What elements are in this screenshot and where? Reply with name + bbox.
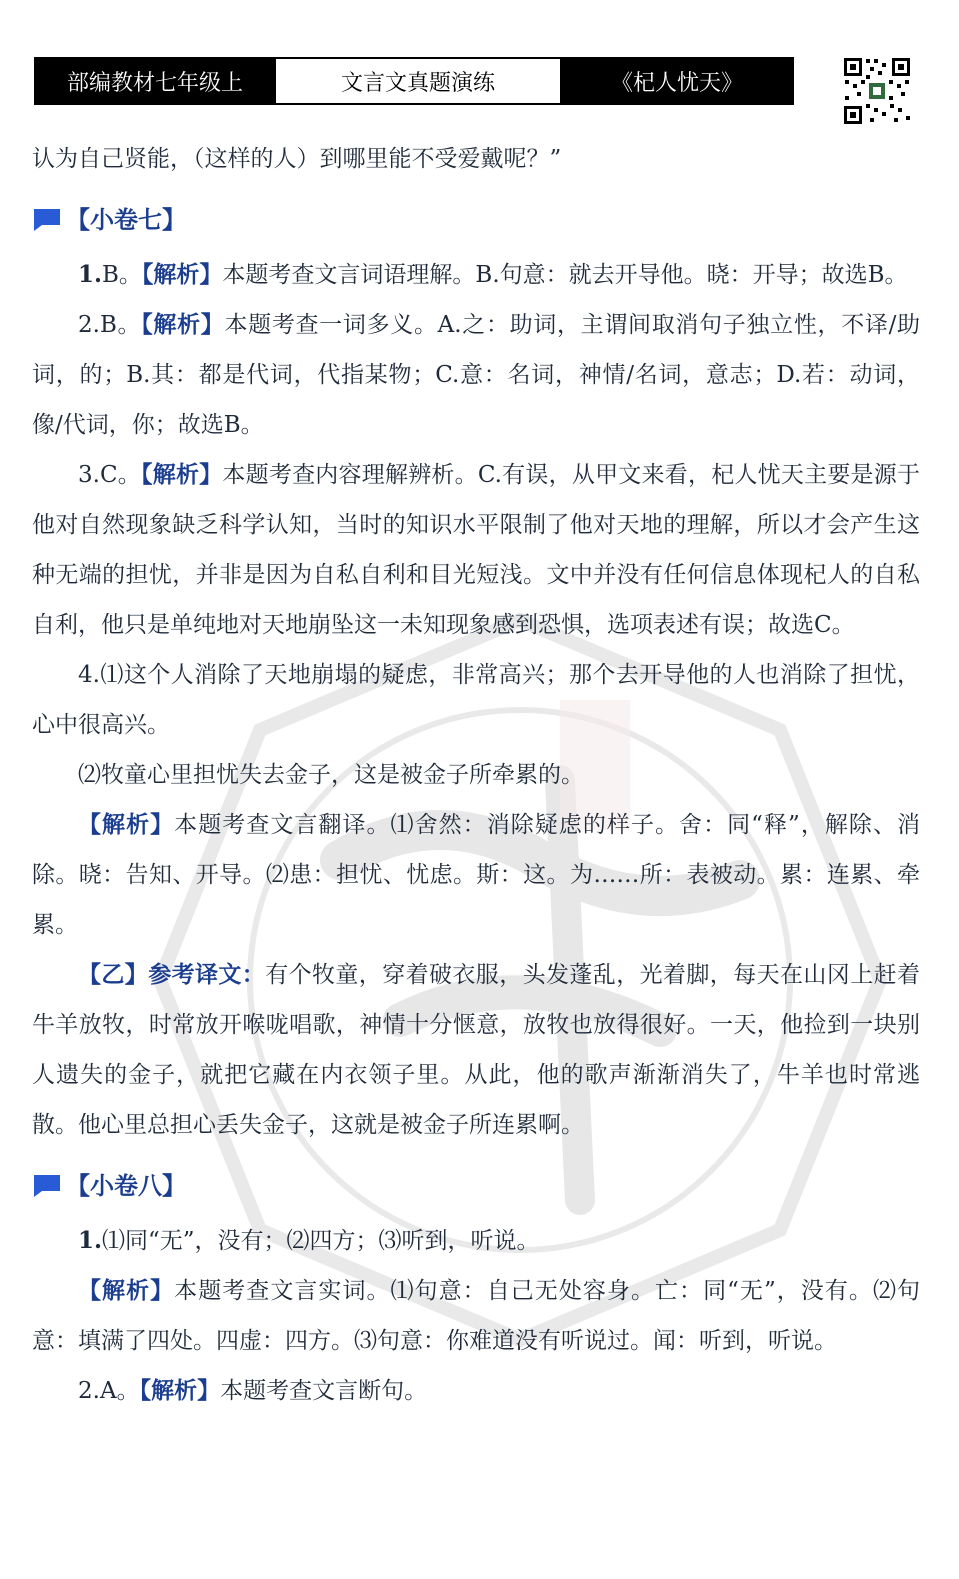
continuation-text: 认为自己贤能，（这样的人）到哪里能不受爱戴呢？” [32, 146, 562, 172]
s7-q2-answer: B。 [99, 312, 142, 338]
s8-q2-label: 【解析】 [139, 1377, 221, 1404]
header-bar [34, 57, 794, 105]
s7-q1-analysis: 本题考查文言词语理解。B.句意：就去开导他。晓：开导；故选B。 [222, 262, 908, 288]
s7-q1-answer: B。 [102, 262, 142, 288]
s7-q2-num: 2. [78, 312, 100, 338]
s7-q4-analysis [32, 800, 920, 950]
s7-q3-analysis: 本题考查内容理解辨析。C.有误，从甲文来看，杞人忧天主要是源于他对自然现象缺乏科学认知，当时的知识水平限制了他对天地的理解，所以才会产生这种无端的担忧，并非是因为自私自利和目光短浅。文中并没有任何信息体现杞人的自私自利，他只是单纯地对天地崩坠这一未知现象感到恐惧，选项表述有误；故选C。 [32, 462, 920, 638]
s7-yi-translation [32, 950, 920, 1150]
s8-q1-analysis-text: 本题考查文言实词。⑴句意：自己无处容身。亡：同“无”，没有。⑵句意：填满了四处。四虚：四方。⑶句意：你难道没有听说过。闻：听到，听说。 [32, 1278, 920, 1354]
header-grade: 部编教材七年级上 [36, 59, 274, 103]
s7-q2 [32, 300, 920, 450]
s8-q1 [32, 1216, 920, 1266]
s7-q4-part1-text: ⑴这个人消除了天地崩塌的疑虑，非常高兴；那个去开导他的人也消除了担忧，心中很高兴。 [32, 662, 920, 738]
s7-q4-num: 4. [78, 662, 100, 688]
qr-code-icon [842, 56, 912, 126]
s8-q1-answer: ⑴同“无”，没有；⑵四方；⑶听到，听说。 [102, 1228, 540, 1254]
section7-heading [32, 190, 920, 250]
s8-q2-answer: A。 [99, 1378, 140, 1404]
s7-q2-analysis: 本题考查一词多义。A.之：助词，主谓间取消句子独立性，不译/助词，的；B.其：都是代词，代指某物；C.意：名词，神情/名词，意志；D.若：动词，像/代词，你；故选B。 [32, 312, 921, 438]
s7-q3-label: 【解析】 [141, 461, 223, 488]
s8-q2 [32, 1366, 920, 1416]
s7-q2-label: 【解析】 [141, 311, 225, 338]
s8-q1-num: 1. [78, 1227, 103, 1254]
s7-yi-label: 【乙】参考译文： [78, 961, 266, 988]
s7-q1-num: 1. [78, 261, 103, 288]
section7-title: 【小卷七】 [66, 205, 186, 234]
s8-q1-analysis [32, 1266, 920, 1366]
flag-icon [32, 1173, 62, 1199]
s7-q3-num: 3. [78, 462, 100, 488]
s8-q2-analysis: 本题考查文言断句。 [220, 1378, 428, 1404]
s7-q4-analysis-text: 本题考查文言翻译。⑴舍然：消除疑虑的样子。舍：同“释”，解除、消除。晓：告知、开导。⑵患：担忧、忧虑。斯：这。为……所：表被动。累：连累、牵累。 [32, 812, 920, 938]
s7-q3-answer: C。 [99, 462, 141, 488]
flag-icon [32, 207, 62, 233]
s7-q4-label: 【解析】 [78, 811, 175, 838]
s8-q1-label: 【解析】 [78, 1277, 175, 1304]
s7-q4-part1 [32, 650, 920, 750]
s8-q2-num: 2. [78, 1378, 100, 1404]
s7-q1 [32, 250, 920, 300]
document-body [32, 134, 920, 1416]
header-title: 文言文真题演练 [274, 59, 562, 103]
s7-yi-text: 有个牧童，穿着破衣服，头发蓬乱，光着脚，每天在山冈上赶着牛羊放牧，时常放开喉咙唱歌，神情十分惬意，放牧也放得很好。一天，他捡到一块别人遗失的金子，就把它藏在内衣领子里。从此，他的歌声渐渐消失了，牛羊也时常逃散。他心里总担心丢失金子，这就是被金子所连累啊。 [32, 962, 921, 1138]
header-lesson: 《杞人忧天》 [562, 59, 792, 103]
s7-q3 [32, 450, 920, 650]
s7-q4-part2: ⑵牧童心里担忧失去金子，这是被金子所牵累的。 [78, 762, 584, 788]
s7-q1-label: 【解析】 [141, 261, 223, 288]
section8-heading [32, 1156, 920, 1216]
section8-title: 【小卷八】 [66, 1171, 186, 1200]
